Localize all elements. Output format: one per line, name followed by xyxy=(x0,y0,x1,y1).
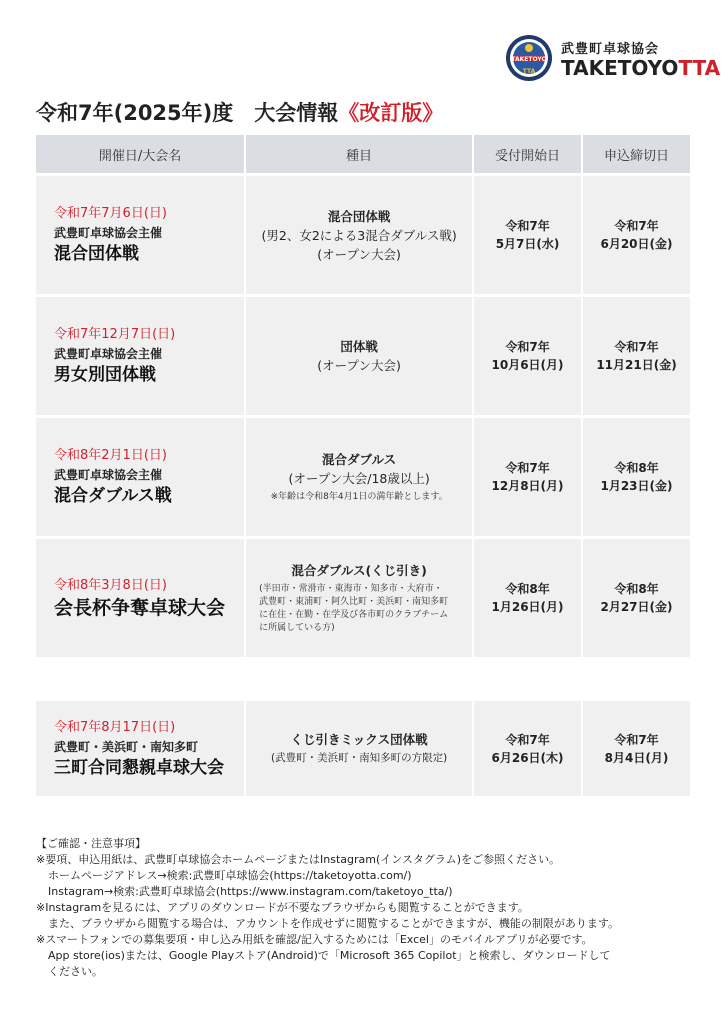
logo-name-en-accent: TTA xyxy=(678,56,721,80)
notes-heading: 【ご確認・注意事項】 xyxy=(36,837,146,850)
event-cell xyxy=(36,176,244,294)
homepage-address-line: ホームページアドレス→検索:武豊町卓球協会(https://taketoyotta.com/) xyxy=(48,869,412,882)
note-line: また、ブラウザから閲覧する場合は、アカウントを作成せずに閲覧することができますが、機能の制限があります。 xyxy=(48,917,620,930)
table-row xyxy=(36,176,690,294)
header-date-event: 開催日/大会名 xyxy=(36,135,244,173)
deadline-year: 令和7年 xyxy=(614,340,659,354)
category-cell xyxy=(246,176,472,294)
start-year: 令和7年 xyxy=(505,461,550,475)
category-cell xyxy=(246,418,472,536)
event-name: 混合ダブルス戦 xyxy=(54,486,172,506)
deadline-year: 令和7年 xyxy=(614,219,659,233)
note-line: ※Instagramを見るには、アプリのダウンロードが不要なブラウザからも閲覧することができます。 xyxy=(36,901,529,914)
deadline-cell xyxy=(583,297,690,415)
deadline-day: 8月4日(月) xyxy=(604,750,669,765)
table-row xyxy=(36,297,690,415)
start-date-cell xyxy=(474,539,581,657)
deadline-year: 令和7年 xyxy=(614,732,659,747)
start-year: 令和7年 xyxy=(505,732,550,747)
event-cell xyxy=(36,418,244,536)
tournament-table xyxy=(36,135,690,796)
page-title-main: 令和7年(2025年)度 大会情報 xyxy=(36,101,339,125)
start-date-cell xyxy=(474,176,581,294)
category-sub: (男2、女2による3混合ダブルス戦) xyxy=(261,227,457,243)
category-sub: (オープン大会/18歳以上) xyxy=(288,471,430,486)
header-category: 種目 xyxy=(246,135,472,173)
event-organizer: 武豊町卓球協会主催 xyxy=(54,468,163,482)
event-cell xyxy=(36,297,244,415)
instagram-address-line: Instagram→検索:武豊町卓球協会(https://www.instagram.com/taketoyo_tta/) xyxy=(48,885,453,898)
event-cell xyxy=(36,701,244,796)
note-line: ※スマートフォンでの募集要項・申し込み用紙を確認/記入するためには「Excel」のモバイルアプリが必要です。 xyxy=(36,933,593,946)
start-day: 12月8日(月) xyxy=(491,479,564,493)
table-row xyxy=(36,539,690,657)
badge-text: TAKETOYO xyxy=(511,56,547,63)
category-sub: (オープン大会) xyxy=(317,358,401,373)
category-cell xyxy=(246,297,472,415)
deadline-day: 6月20日(金) xyxy=(600,237,673,251)
event-organizer: 武豊町・美浜町・南知多町 xyxy=(54,739,199,754)
start-year: 令和8年 xyxy=(505,582,550,596)
category-main: 団体戦 xyxy=(340,339,378,354)
eligibility-line: 武豊町・東浦町・阿久比町・美浜町・南知多町 xyxy=(259,597,449,607)
start-date-cell xyxy=(474,418,581,536)
logo-name-en xyxy=(561,56,720,80)
logo-name-jp: 武豊町卓球協会 xyxy=(561,42,660,57)
revised-label: 《改訂版》 xyxy=(338,101,444,125)
header-deadline: 申込締切日 xyxy=(583,135,690,173)
event-name: 混合団体戦 xyxy=(54,244,139,264)
page-title xyxy=(36,97,443,127)
note-line: App store(ios)または、Google Playストア(Android)で「Microsoft 365 Copilot」と検索し、ダウンロードして xyxy=(48,949,611,962)
event-name: 会長杯争奪卓球大会 xyxy=(54,597,226,619)
event-organizer: 武豊町卓球協会主催 xyxy=(54,347,163,361)
event-date: 令和7年8月17日(日) xyxy=(54,719,176,735)
eligibility-line: (半田市・常滑市・東海市・知多市・大府市・ xyxy=(259,584,443,594)
event-date: 令和7年7月6日(日) xyxy=(54,206,167,221)
deadline-day: 1月23日(金) xyxy=(600,479,673,493)
category-main: 混合団体戦 xyxy=(327,208,391,224)
event-name: 三町合同懇親卓球大会 xyxy=(54,757,224,778)
deadline-cell xyxy=(583,418,690,536)
event-organizer: 武豊町卓球協会主催 xyxy=(54,226,163,240)
category-main: 混合ダブルス xyxy=(322,452,397,467)
category-main: 混合ダブルス(くじ引き) xyxy=(291,563,427,578)
event-cell xyxy=(36,539,244,657)
eligibility-line: に所属している方) xyxy=(259,623,335,633)
start-day: 6月26日(木) xyxy=(491,750,564,765)
club-badge-icon xyxy=(505,34,553,82)
badge-sub-text: TTA xyxy=(522,68,536,75)
deadline-cell xyxy=(583,701,690,796)
start-year: 令和7年 xyxy=(505,340,550,354)
note-line: ※要項、申込用紙は、武豊町卓球協会ホームページまたはInstagram(インスタグラム)をご参照ください。 xyxy=(36,853,561,866)
event-name: 男女別団体戦 xyxy=(54,365,156,385)
event-date: 令和8年2月1日(日) xyxy=(54,448,167,463)
table-header-row xyxy=(36,135,690,173)
table-row xyxy=(36,418,690,536)
category-eligibility xyxy=(259,583,459,635)
logo xyxy=(505,34,721,82)
deadline-year: 令和8年 xyxy=(614,461,659,475)
deadline-day: 11月21日(金) xyxy=(596,358,677,372)
notes-section xyxy=(36,836,696,980)
category-note: ※年齢は令和8年4月1日の満年齢とします。 xyxy=(270,492,448,502)
category-sub: (武豊町・美浜町・南知多町の方限定) xyxy=(271,751,448,764)
start-day: 1月26日(月) xyxy=(491,600,564,614)
start-date-cell xyxy=(474,701,581,796)
category-cell xyxy=(246,539,472,657)
start-year: 令和7年 xyxy=(505,219,550,233)
header-start-date: 受付開始日 xyxy=(474,135,581,173)
category-cell xyxy=(246,701,472,796)
category-sub: (オープン大会) xyxy=(317,246,401,262)
eligibility-line: に在住・在勤・在学及び各市町のクラブチーム xyxy=(259,610,449,620)
category-main: くじ引きミックス団体戦 xyxy=(290,731,428,747)
note-line: ください。 xyxy=(48,965,103,978)
event-date: 令和7年12月7日(日) xyxy=(54,327,176,342)
logo-name-en-main: TAKETOYO xyxy=(561,56,679,80)
deadline-cell xyxy=(583,176,690,294)
deadline-day: 2月27日(金) xyxy=(600,600,673,614)
start-day: 10月6日(月) xyxy=(491,358,564,372)
event-date: 令和8年3月8日(日) xyxy=(54,578,167,593)
table-row xyxy=(36,701,690,796)
deadline-year: 令和8年 xyxy=(614,582,659,596)
deadline-cell xyxy=(583,539,690,657)
start-day: 5月7日(水) xyxy=(495,237,560,251)
start-date-cell xyxy=(474,297,581,415)
